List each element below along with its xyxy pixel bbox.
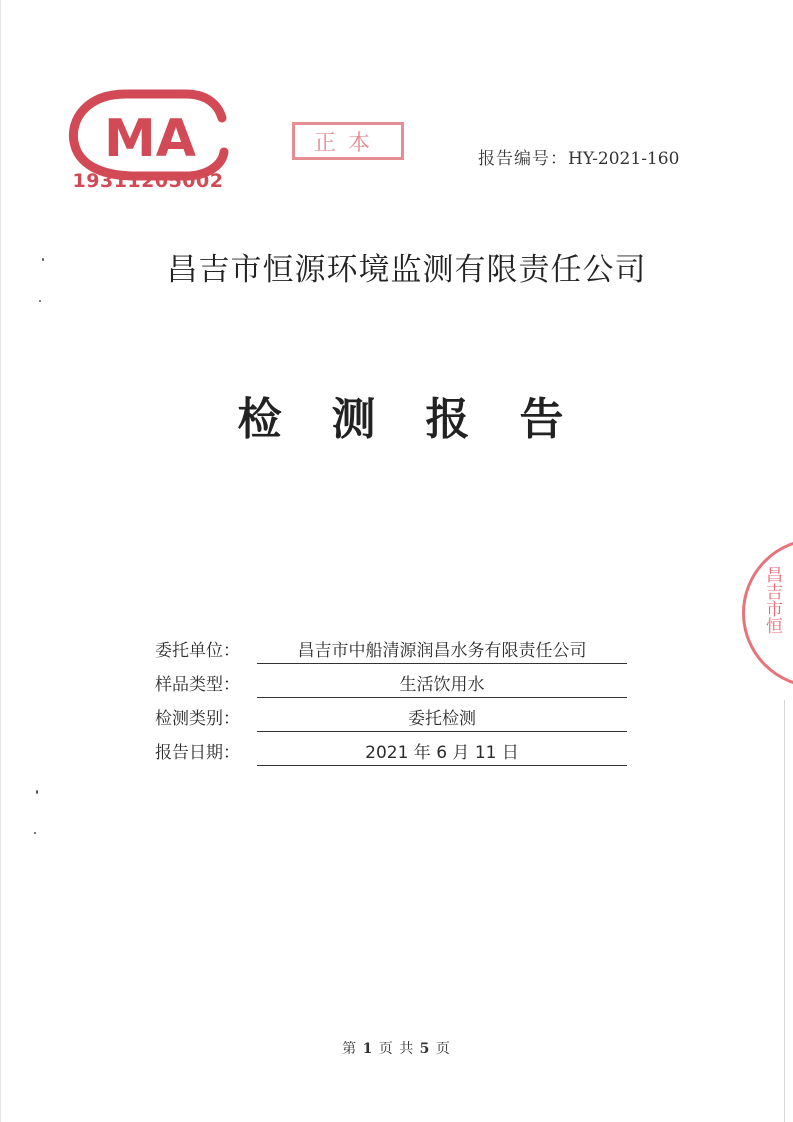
- client-value: 昌吉市中船清源润昌水务有限责任公司: [257, 636, 627, 664]
- report-date-value: 2021 年 6 月 11 日: [257, 738, 627, 766]
- scan-speck: [39, 300, 41, 302]
- report-number-value: HY-2021-160: [568, 149, 680, 169]
- footer-page-number: 1: [362, 1041, 374, 1057]
- scan-speck: [42, 258, 44, 261]
- report-title: 检测报告: [237, 394, 614, 445]
- footer-prefix: 第: [342, 1041, 358, 1057]
- info-row-test-category: [155, 704, 635, 738]
- scan-speck: [36, 790, 38, 794]
- page-edge-right: [784, 700, 785, 1122]
- sample-type-value: 生活饮用水: [257, 670, 627, 698]
- company-seal-text: 昌吉市恒: [762, 566, 782, 634]
- cma-letters: MA: [104, 109, 196, 169]
- page-edge: [0, 0, 1, 1122]
- report-number-label: 报告编号：: [478, 149, 568, 169]
- test-category-value: 委托检测: [257, 704, 627, 732]
- report-number: [478, 144, 679, 169]
- info-row-client: [155, 636, 635, 670]
- footer-suffix: 页: [435, 1041, 451, 1057]
- client-label: 委托单位：: [155, 641, 240, 661]
- info-row-report-date: [155, 738, 635, 772]
- scan-speck: [34, 832, 36, 834]
- sample-type-label: 样品类型：: [155, 675, 240, 695]
- footer-middle: 页 共: [378, 1041, 415, 1057]
- page-footer: [0, 1038, 793, 1058]
- company-name: 昌吉市恒源环境监测有限责任公司: [166, 252, 647, 288]
- report-date-label: 报告日期：: [155, 743, 240, 763]
- report-info: [155, 636, 635, 772]
- test-category-label: 检测类别：: [155, 709, 240, 729]
- footer-total-pages: 5: [419, 1041, 431, 1057]
- info-row-sample-type: [155, 670, 635, 704]
- cma-certificate-number: 19311205002: [72, 170, 224, 192]
- original-copy-stamp: 正本: [292, 122, 404, 160]
